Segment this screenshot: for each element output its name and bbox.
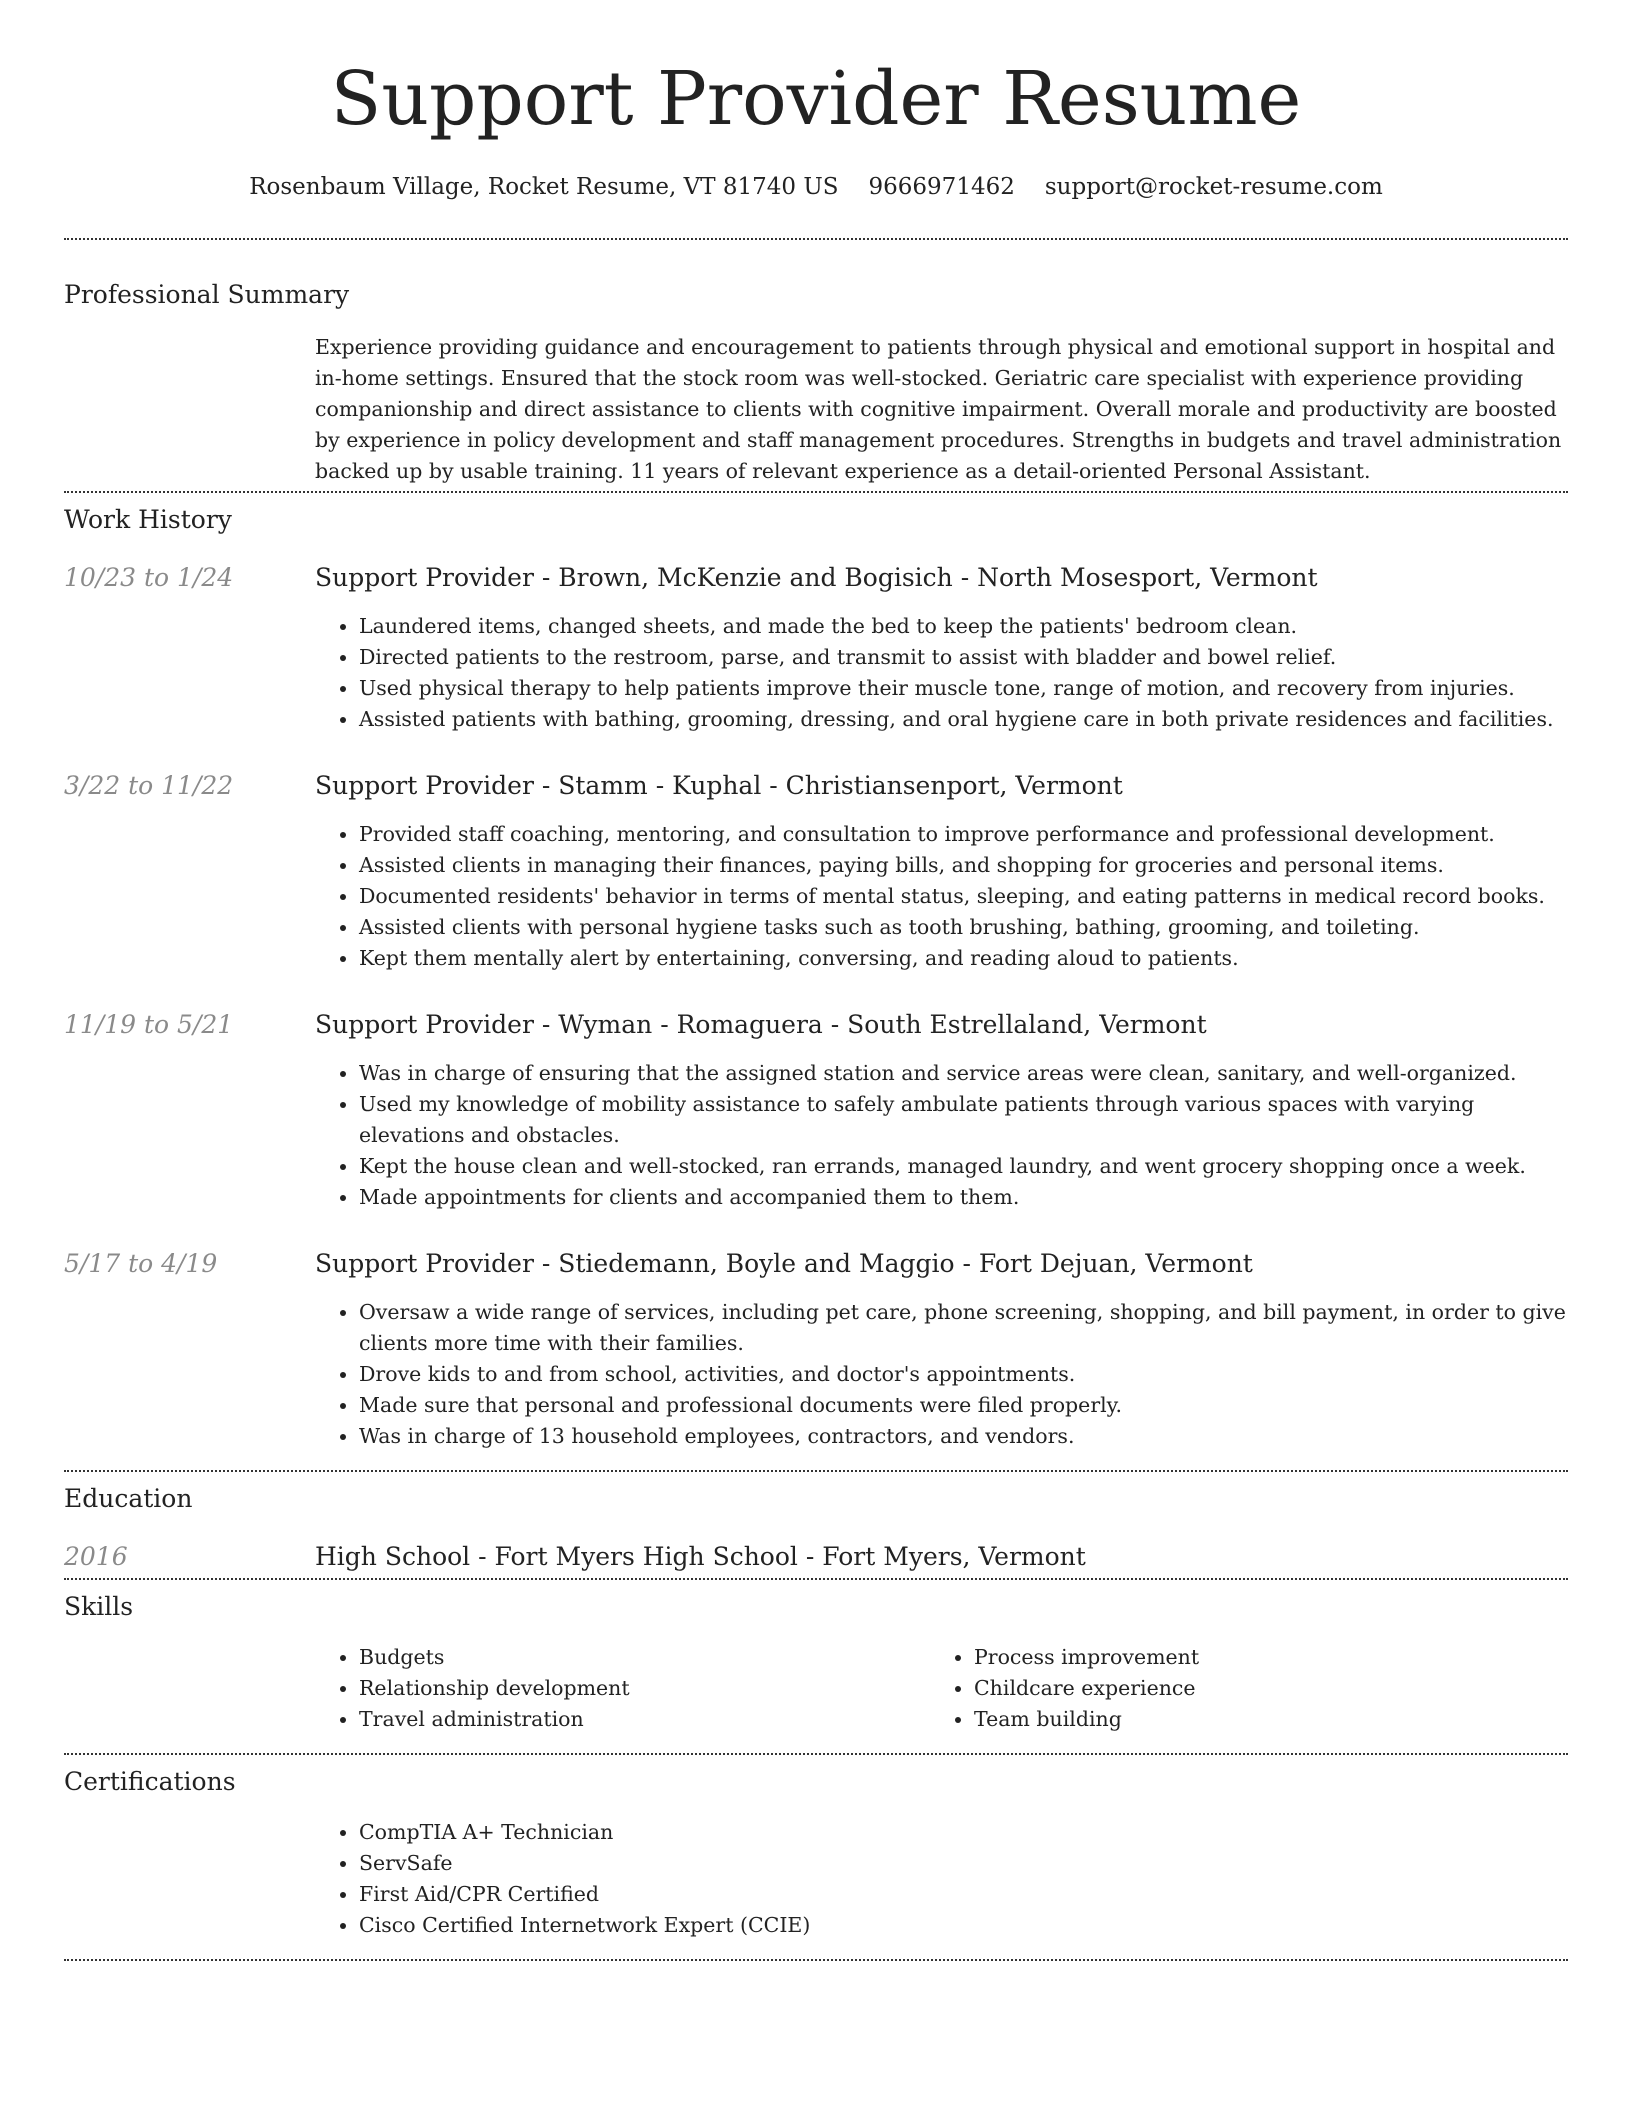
skills-grid [315,1642,1568,1735]
skills-heading: Skills [64,1592,134,1621]
job-bullets [315,819,1568,974]
skills-section [64,1592,1568,1735]
job-bullet: • Used my knowledge of mobility assistance to safely ambulate patients through various spaces with varying elevations and obstacles. [359,1089,1568,1151]
divider [64,238,1568,240]
education-heading: Education [64,1484,193,1513]
job-dates: 11/19 to 5/21 [64,1010,234,1039]
job-bullet: • Laundered items, changed sheets, and made the bed to keep the patients' bedroom clean. [359,611,1568,642]
summary-heading: Professional Summary [64,280,350,309]
education-section [64,1484,1568,1572]
job-bullet: • Kept the house clean and well-stocked, ran errands, managed laundry, and went grocery shopping once a week. [359,1151,1568,1182]
certification-item: • CompTIA A+ Technician [359,1817,1568,1848]
job-dates: 5/17 to 4/19 [64,1249,218,1278]
divider [64,1578,1568,1580]
contact-email: support@rocket-resume.com [1044,174,1383,200]
divider [64,1959,1568,1961]
job-bullets [315,611,1568,735]
job-bullet: • Directed patients to the restroom, parse, and transmit to assist with bladder and bowel relief. [359,642,1568,673]
resume-page [64,0,1568,1961]
job-bullet: • Drove kids to and from school, activities, and doctor's appointments. [359,1359,1568,1390]
skills-column-right [930,1642,1545,1735]
contact-phone: 9666971462 [868,174,1015,200]
job-entry [64,563,1568,735]
job-bullet: • Made appointments for clients and accompanied them to them. [359,1182,1568,1213]
divider [64,491,1568,493]
certifications-heading: Certifications [64,1767,236,1796]
contact-address: Rosenbaum Village, Rocket Resume, VT 81740 US [249,174,839,200]
divider [64,1470,1568,1472]
skills-column-left [315,1642,930,1735]
certifications-section [64,1767,1568,1941]
certifications-list [315,1817,1568,1941]
skill-item: • Relationship development [359,1673,930,1704]
summary-text: Experience providing guidance and encouragement to patients through physical and emotional support in hospital and in-home settings. Ensured that the stock room was well-stocked. Geriatric care specialist with experience providing companionship and direct assistance to clients with cognitive impairment. Overall morale and productivity are boosted by experience in policy development and staff management procedures. Strengths in budgets and travel administration backed up by usable training. 11 years of relevant experience as a detail-oriented Personal Assistant. [315,335,1562,483]
contact-line [64,172,1568,202]
certification-item: • Cisco Certified Internetwork Expert (CCIE) [359,1910,1568,1941]
job-title: Support Provider - Stamm - Kuphal - Christiansenport, Vermont [315,771,1123,800]
job-bullet: • Provided staff coaching, mentoring, and consultation to improve performance and professional development. [359,819,1568,850]
education-text: High School - Fort Myers High School - Fort Myers, Vermont [315,1542,1086,1571]
job-title: Support Provider - Stiedemann, Boyle and Maggio - Fort Dejuan, Vermont [315,1249,1253,1278]
work-history-heading: Work History [64,505,232,534]
job-bullet: • Oversaw a wide range of services, including pet care, phone screening, shopping, and bill payment, in order to give clients more time with their families. [359,1297,1568,1359]
certification-item: • ServSafe [359,1848,1568,1879]
job-bullet: • Was in charge of ensuring that the assigned station and service areas were clean, sanitary, and well-organized. [359,1058,1568,1089]
summary-section [64,280,1568,487]
job-bullet: • Used physical therapy to help patients improve their muscle tone, range of motion, and recovery from injuries. [359,673,1568,704]
resume-title: Support Provider Resume [330,56,1302,142]
job-dates: 10/23 to 1/24 [64,563,234,592]
job-entry [64,771,1568,974]
education-entry [64,1542,1568,1572]
job-bullet: • Assisted clients with personal hygiene tasks such as tooth brushing, bathing, grooming, and toileting. [359,912,1568,943]
divider [64,1753,1568,1755]
job-title: Support Provider - Wyman - Romaguera - South Estrellaland, Vermont [315,1010,1207,1039]
job-bullet: • Documented residents' behavior in terms of mental status, sleeping, and eating patterns in medical record books. [359,881,1568,912]
job-bullet: • Assisted patients with bathing, grooming, dressing, and oral hygiene care in both private residences and facilities. [359,704,1568,735]
job-entry [64,1249,1568,1452]
job-dates: 3/22 to 11/22 [64,771,234,800]
job-bullets [315,1058,1568,1213]
work-history-section [64,505,1568,1452]
job-bullet: • Assisted clients in managing their finances, paying bills, and shopping for groceries and personal items. [359,850,1568,881]
job-bullet: • Made sure that personal and professional documents were filed properly. [359,1390,1568,1421]
skill-item: • Travel administration [359,1704,930,1735]
education-date: 2016 [64,1542,128,1571]
job-bullet: • Kept them mentally alert by entertaining, conversing, and reading aloud to patients. [359,943,1568,974]
certification-item: • First Aid/CPR Certified [359,1879,1568,1910]
skill-item: • Childcare experience [974,1673,1545,1704]
job-bullets [315,1297,1568,1452]
job-title: Support Provider - Brown, McKenzie and Bogisich - North Mosesport, Vermont [315,563,1318,592]
skill-item: • Process improvement [974,1642,1545,1673]
resume-header [64,56,1568,202]
skill-item: • Budgets [359,1642,930,1673]
job-bullet: • Was in charge of 13 household employees, contractors, and vendors. [359,1421,1568,1452]
skill-item: • Team building [974,1704,1545,1735]
job-entry [64,1010,1568,1213]
